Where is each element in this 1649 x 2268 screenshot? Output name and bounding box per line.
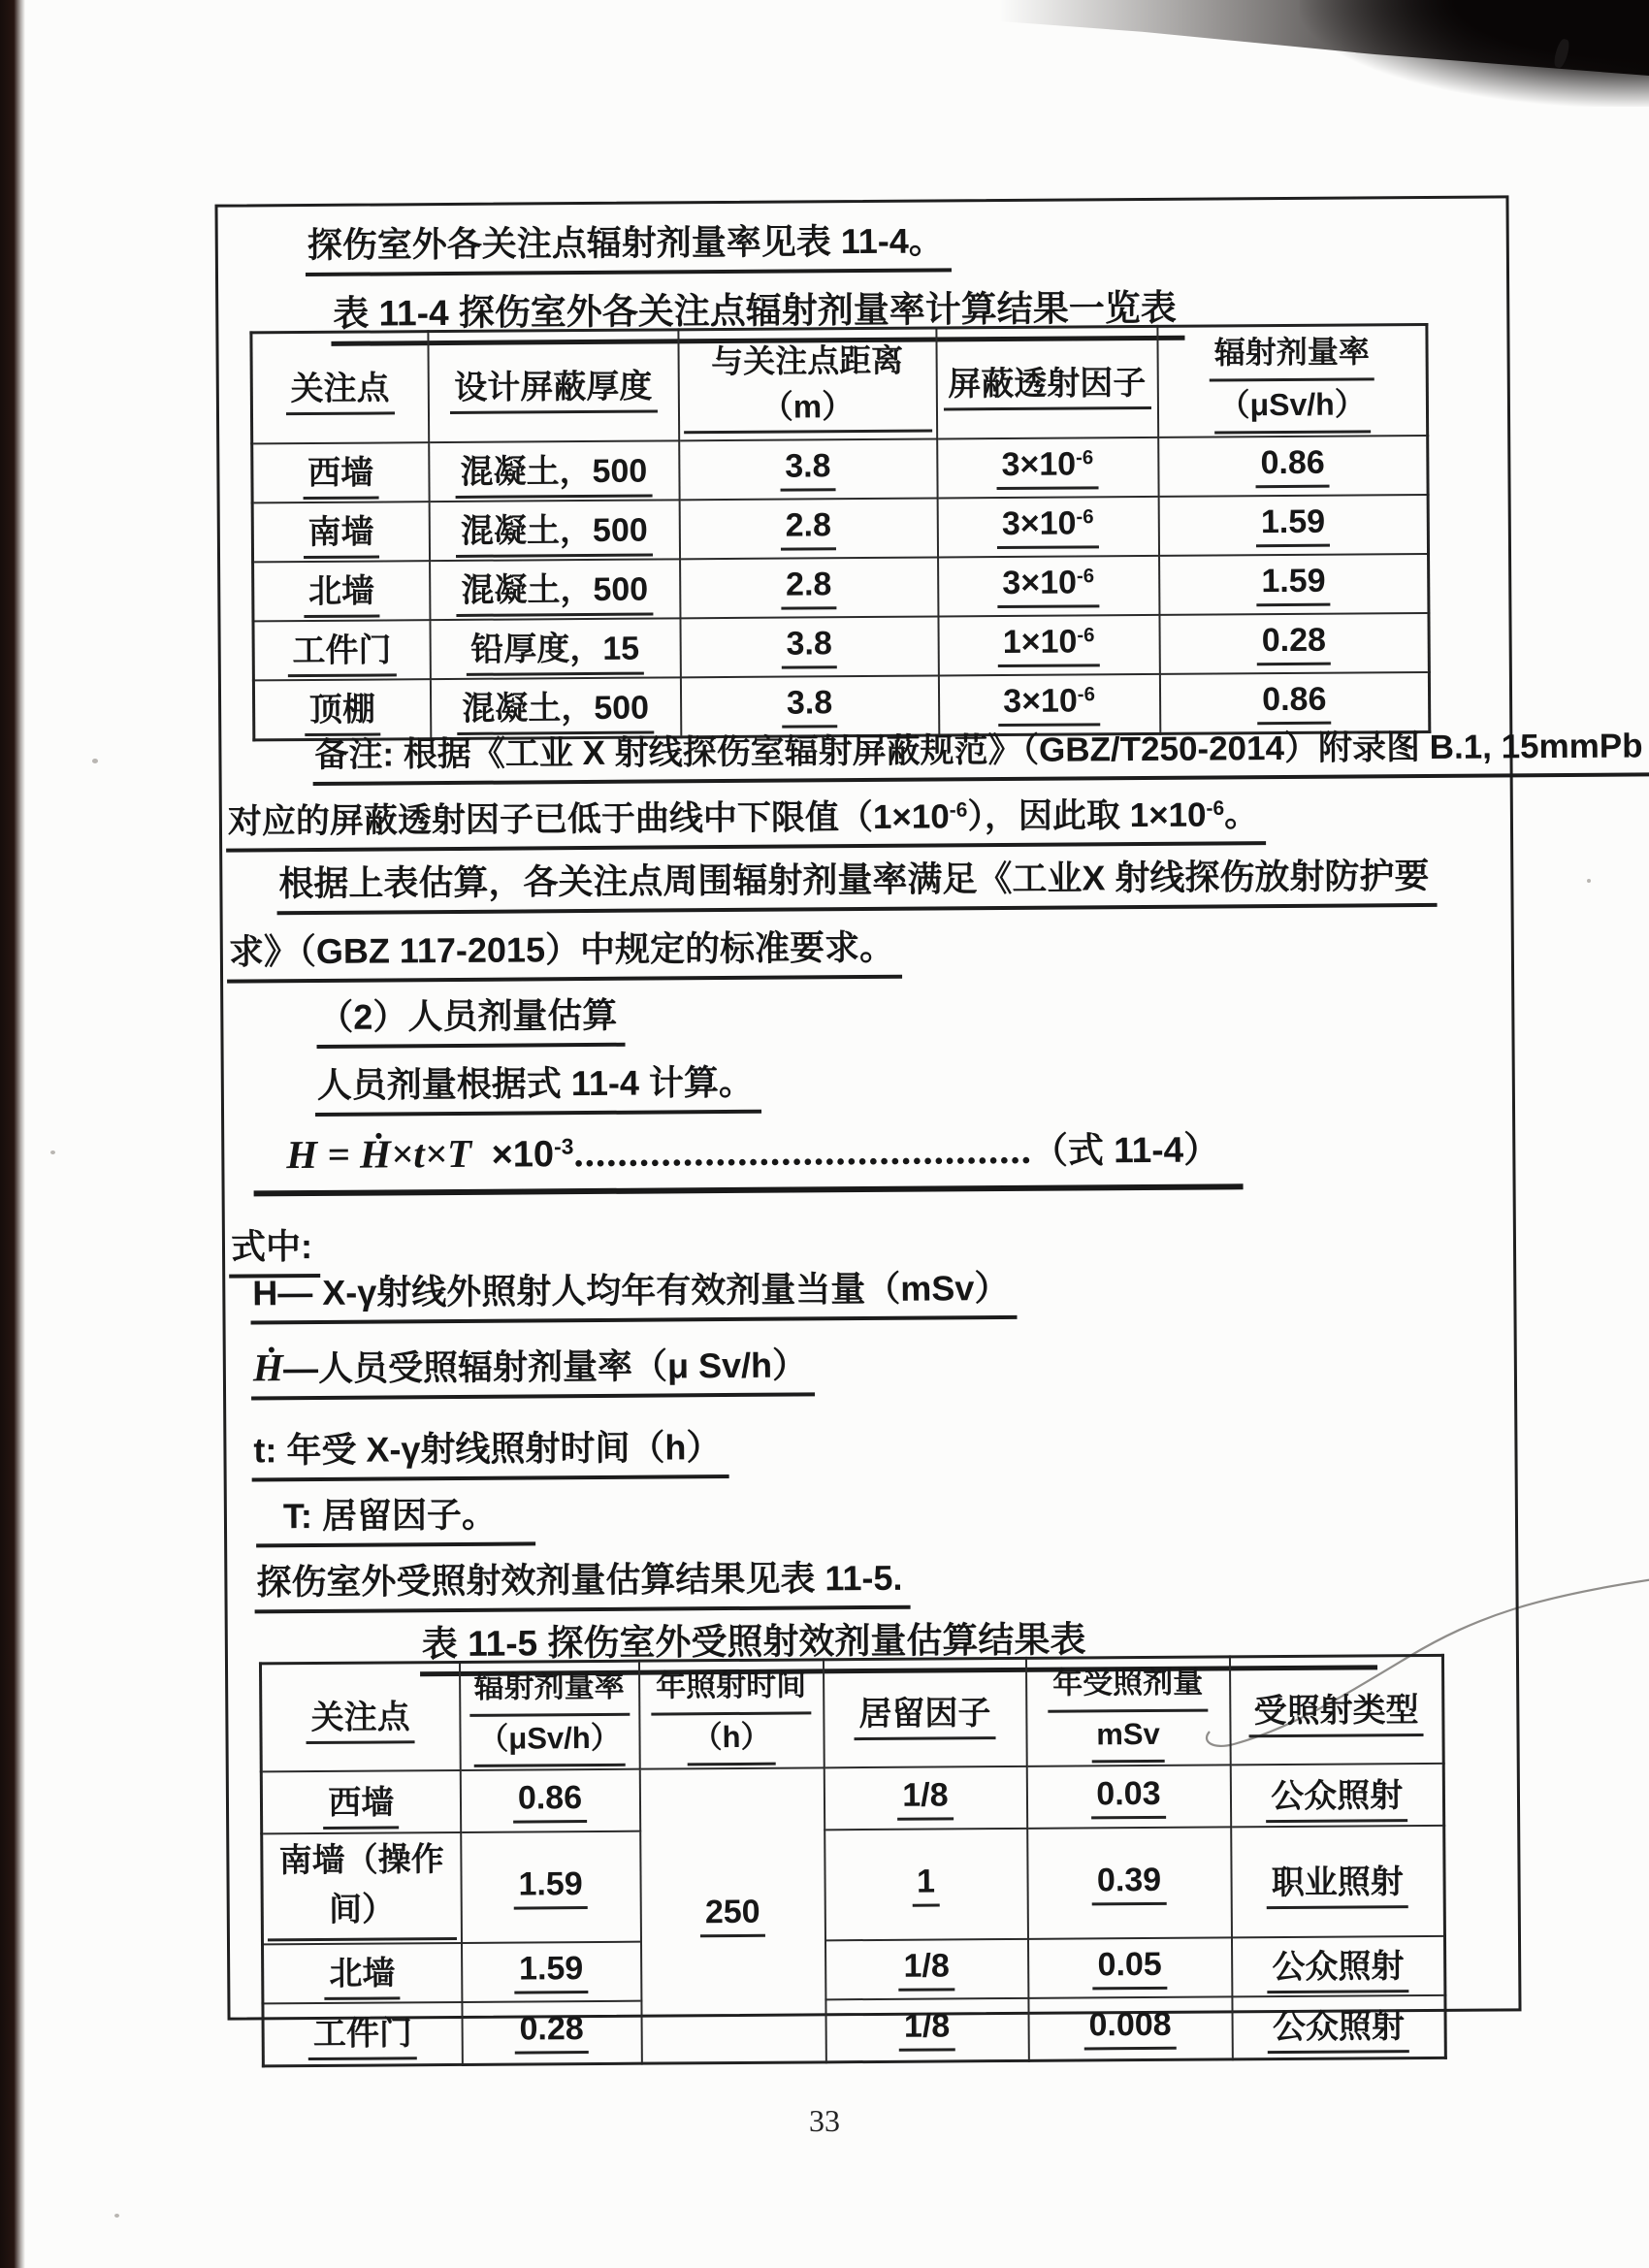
- table-row: [261, 1764, 1443, 1834]
- paragraph-conclusion-line1: 根据上表估算，各关注点周围辐射剂量率满足《工业X 射线探伤放射防护要: [276, 849, 1437, 915]
- definition-H: H— X-γ射线外照射人均年有效剂量当量（mSv）: [250, 1261, 1017, 1325]
- header-cell-distance: 与关注点距离（m）: [678, 328, 937, 440]
- paragraph-calc: 人员剂量根据式 11-4 计算。: [315, 1055, 761, 1117]
- table-cell: 西墙: [252, 442, 429, 502]
- table-cell: 3.8: [680, 675, 938, 736]
- paragraph-see-table5: 探伤室外受照射效剂量估算结果见表 11-5.: [254, 1551, 910, 1614]
- table-cell: 1/8: [824, 1939, 1027, 1999]
- definition-t: t: 年受 X-γ射线照射时间（h）: [251, 1420, 728, 1481]
- table-row: [253, 613, 1429, 680]
- table-cell: 顶棚: [253, 679, 430, 740]
- table-cell: 北墙: [253, 561, 430, 621]
- table-11-5-header-row: [260, 1655, 1443, 1771]
- page-number: 33: [809, 2103, 840, 2138]
- table-cell: 公众照射: [1230, 1764, 1443, 1828]
- table-cell: 0.28: [462, 2001, 641, 2064]
- table-cell: $3\times 10^{-6}$: [938, 556, 1159, 617]
- header-cell-focus: 关注点: [251, 332, 429, 444]
- table-row: [252, 436, 1428, 502]
- paragraph-intro: [306, 213, 952, 276]
- table-cell: 0.28: [1159, 613, 1429, 674]
- table-cell: 职业照射: [1231, 1826, 1445, 1938]
- table-cell: 0.05: [1027, 1937, 1231, 1997]
- table-cell: 混凝土，500: [430, 559, 680, 620]
- table-cell: $3\times 10^{-6}$: [937, 497, 1158, 558]
- table-cell: 1: [824, 1829, 1028, 1940]
- table-cell: 工件门: [253, 620, 430, 680]
- header-cell-annual: 年受照剂量 mSv: [1025, 1657, 1230, 1766]
- header-cell-rate: 辐射剂量率 （μSv/h）: [1157, 324, 1428, 437]
- table-cell: 1.59: [461, 1831, 641, 1943]
- table-cell: 1.59: [462, 1942, 641, 2002]
- table-cell: 混凝土，500: [429, 440, 679, 502]
- header-cell-time: 年照射时间 （h）: [638, 1660, 824, 1769]
- table-cell: 0.008: [1028, 1996, 1232, 2059]
- table-cell: 铅厚度，15: [430, 618, 680, 679]
- intro-text: 探伤室外各关注点辐射剂量率见表 11-4。: [306, 213, 952, 276]
- table-11-4: [249, 323, 1431, 741]
- paper-speck: [114, 2214, 119, 2218]
- formula-label: （式 11-4）: [1031, 1129, 1220, 1171]
- table-row: [263, 1995, 1445, 2066]
- table-cell: 1/8: [825, 1998, 1028, 2061]
- header-cell-occupancy: 居留因子: [823, 1658, 1026, 1767]
- section-2-heading: （2）人员剂量估算: [316, 988, 625, 1049]
- table-cell: 1.59: [1158, 495, 1428, 556]
- exposure-time-cell: 250: [639, 1767, 825, 2062]
- table-row: [253, 554, 1429, 621]
- header-cell-factor: 屏蔽透射因子: [936, 326, 1158, 438]
- table-cell: $1\times 10^{-6}$: [938, 615, 1159, 676]
- definition-T: T: 居留因子。: [256, 1487, 535, 1547]
- formula-11-4: H = Ḣ×t×T $\times 10^{-3}$..........................................（式 11-4）: [253, 1119, 1243, 1196]
- table-row: [263, 1936, 1445, 2004]
- table-11-4-title: 表 11-4 探伤室外各关注点辐射剂量率计算结果一览表: [331, 278, 1184, 346]
- table-cell: 公众照射: [1232, 1995, 1445, 2059]
- paper-speck: [92, 759, 98, 763]
- where-label: 式中:: [229, 1219, 320, 1279]
- table-cell: 混凝土，500: [430, 677, 680, 738]
- table-11-5: [259, 1654, 1447, 2067]
- table-cell: 北墙: [263, 1943, 462, 2003]
- header-cell-focus: 关注点: [260, 1662, 460, 1771]
- table-row: [262, 1826, 1445, 1945]
- table-cell: 0.39: [1027, 1827, 1232, 1938]
- table-cell: 混凝土，500: [429, 500, 679, 561]
- table-cell: 0.86: [460, 1769, 639, 1832]
- table-cell: 2.8: [679, 498, 937, 559]
- paragraph-conclusion-line2: 求》（GBZ 117-2015）中规定的标准要求。: [227, 921, 903, 984]
- table-11-4-header-row: [251, 324, 1428, 443]
- table-cell: $3\times 10^{-6}$: [937, 437, 1158, 499]
- table-11-5-title: 表 11-5 探伤室外受照射效剂量估算结果表: [420, 1607, 1377, 1676]
- document-frame: [214, 195, 1643, 2054]
- formula-math: H = Ḣ×t×T: [286, 1130, 472, 1178]
- table-cell: 2.8: [680, 557, 938, 618]
- table-cell: 0.86: [1158, 436, 1428, 497]
- table-cell: 南墙（操作间）: [262, 1832, 462, 1944]
- table-row: [252, 495, 1428, 562]
- header-cell-rate: 辐射剂量率 （μSv/h）: [459, 1661, 639, 1770]
- table-cell: 西墙: [261, 1770, 460, 1833]
- header-cell-shield: 设计屏蔽厚度: [428, 330, 679, 442]
- paragraph-note-line1: 备注: 根据《工业 X 射线探伤室辐射屏蔽规范》（GBZ/T250-2014）附录图 B.1, 15mmPb: [250, 719, 1649, 786]
- scan-corner-artifact: [1300, 0, 1649, 107]
- paper-speck: [50, 1150, 55, 1154]
- table-cell: 0.86: [1159, 672, 1429, 733]
- paragraph-note-line2: 对应的屏蔽透射因子已低于曲线中下限值$(1\times 10^{-6})$，因此取 $1\times 10^{-6}$。: [226, 788, 1267, 852]
- paper-speck: [1587, 879, 1591, 883]
- header-cell-type: 受照射类型: [1229, 1655, 1443, 1765]
- table-cell: 3.8: [680, 616, 938, 677]
- table-cell: 南墙: [252, 502, 429, 562]
- formula-dots: ..........................................: [573, 1126, 1033, 1176]
- table-cell: 公众照射: [1231, 1936, 1444, 1997]
- table-cell: 工件门: [263, 2002, 462, 2065]
- scan-edge-left-artifact: [0, 0, 25, 2268]
- table-cell: 1/8: [824, 1766, 1026, 1830]
- table-cell: $3\times 10^{-6}$: [938, 674, 1159, 735]
- definition-Hdot: Ḣ—人员受照辐射剂量率（μ Sv/h）: [251, 1338, 816, 1400]
- table-cell: 3.8: [679, 438, 937, 500]
- table-cell: 1.59: [1159, 554, 1429, 615]
- table-cell: 0.03: [1026, 1765, 1230, 1828]
